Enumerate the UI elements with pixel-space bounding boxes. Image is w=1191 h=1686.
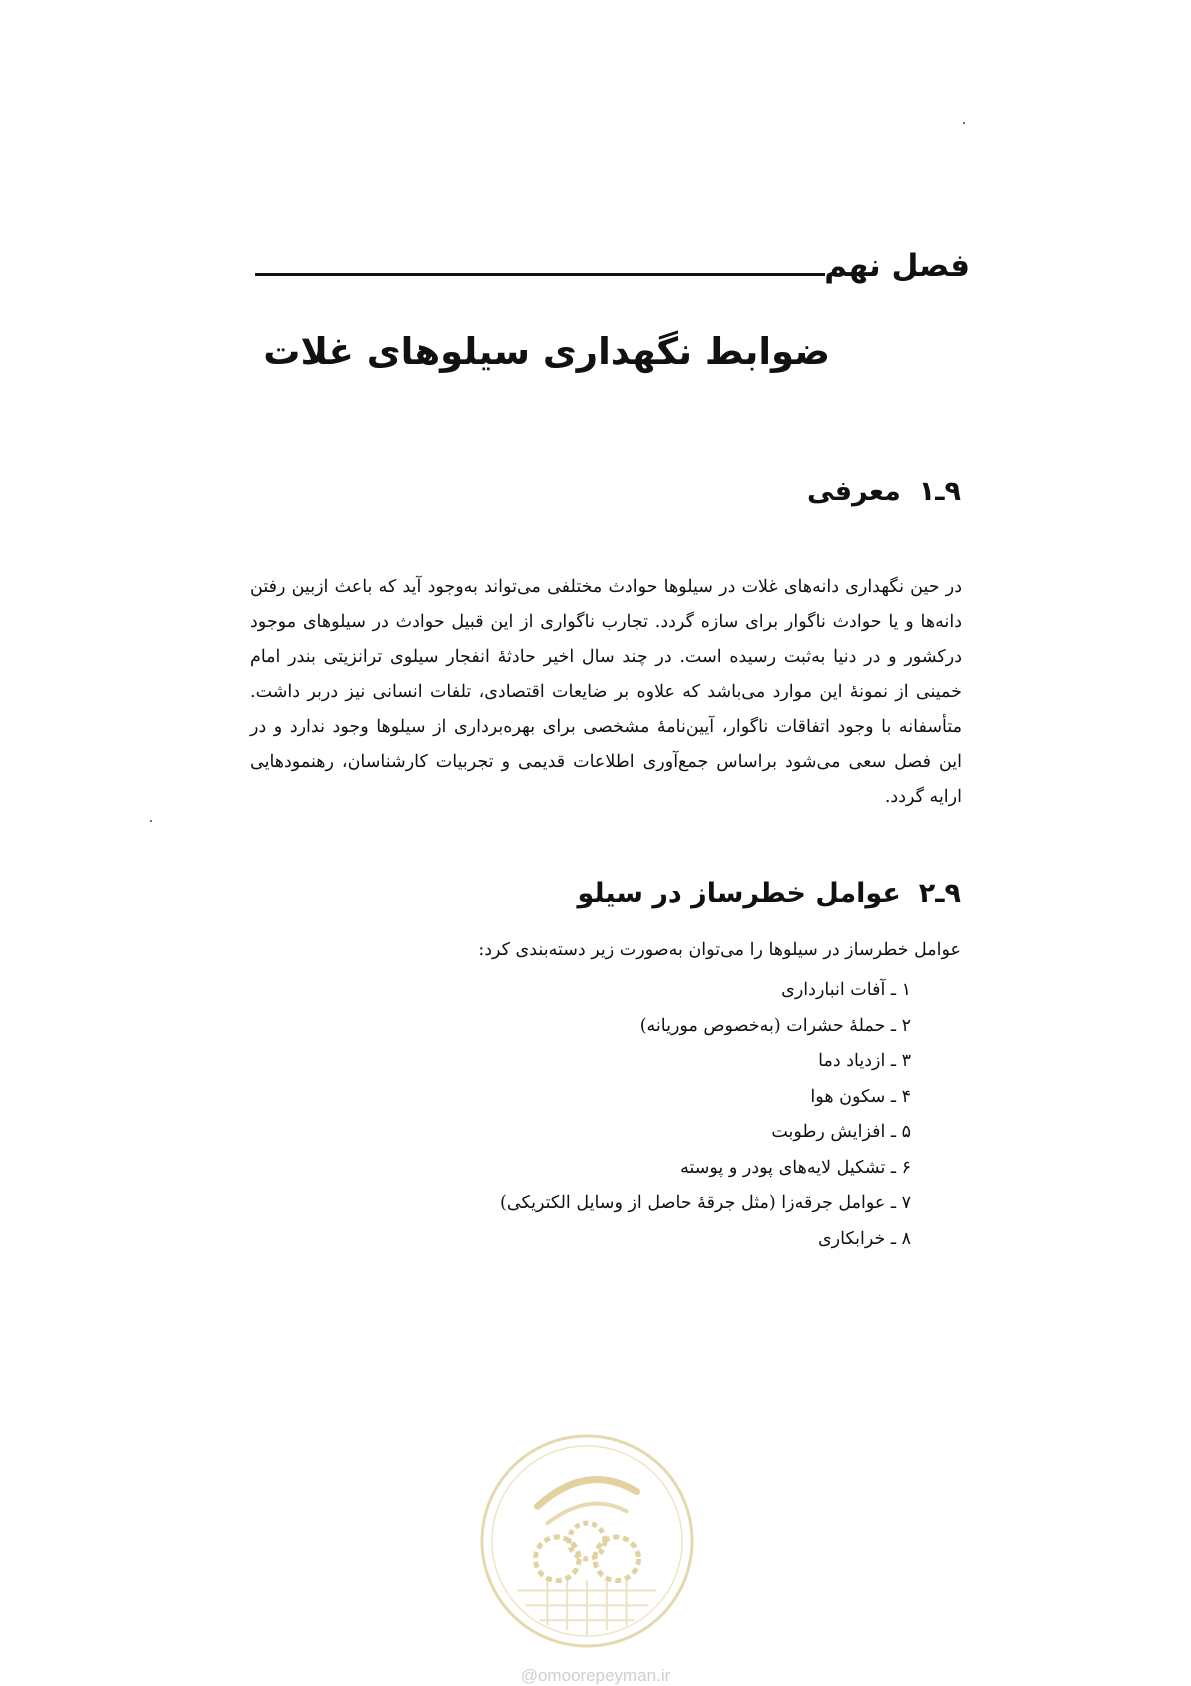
chapter-header: [255, 248, 970, 292]
list-item: ۸ ـ خرابکاری: [817, 1228, 911, 1249]
list-item: ۴ ـ سکون هوا: [810, 1086, 911, 1107]
hazard-list: [500, 973, 911, 1257]
chapter-title: ضوابط نگهداری سیلوهای غلات: [263, 330, 830, 373]
list-item: ۳ ـ ازدیاد دما: [818, 1051, 911, 1071]
list-item: ۱ ـ آفات انبارداری: [781, 980, 911, 1000]
seal-logo-icon: [478, 1432, 696, 1650]
watermark: @omoorepeyman.ir: [520, 1666, 671, 1685]
section-heading-intro: [807, 476, 961, 507]
section-title: عوامل خطرساز در سیلو: [577, 878, 901, 909]
hazards-lead: عوامل خطرساز در سیلوها را می‌توان به‌صورت زیر دسته‌بندی کرد:: [478, 940, 961, 960]
chapter-rule: [255, 273, 825, 276]
chapter-label: فصل نهم: [824, 248, 970, 284]
intro-paragraph: در حین نگهداری دانه‌های غلات در سیلوها حوادث مختلفی می‌تواند به‌وجود آید که باعث ازبین رفتن دانه‌ها و یا حوادث ناگوار برای سازه گردد. تجارب ناگواری از این قبیل حوادث در سیلوهای موجود درکشور و در دنیا به‌ثبت رسیده است. در چند سال اخیر حادثهٔ انفجار سیلوی ترانزیتی بندر امام خمینی از نمونهٔ این موارد می‌باشد که علاوه بر ضایعات اقتصادی، تلفات انسانی نیز دربر داشت. متأسفانه با وجود اتفاقات ناگوار، آیین‌نامهٔ مشخصی برای بهره‌برداری از سیلوها وجود ندارد و در این فصل سعی می‌شود براساس جمع‌آوری اطلاعات قدیمی و تجربیات کارشناسان، رهنمودهایی ارایه گردد.: [250, 577, 962, 807]
section-number: ۹ـ۲: [918, 878, 961, 909]
list-item: ۵ ـ افزایش رطوبت: [771, 1122, 911, 1142]
scan-speck: [963, 122, 965, 124]
section-heading-hazards: [577, 878, 961, 909]
list-item: ۶ ـ تشکیل لایه‌های پودر و پوسته: [680, 1157, 911, 1178]
list-item: ۲ ـ حملهٔ حشرات (به‌خصوص موریانه): [639, 1015, 911, 1036]
section-title: معرفی: [807, 476, 901, 507]
scan-speck: [150, 820, 152, 822]
list-item: ۷ ـ عوامل جرقه‌زا (مثل جرقهٔ حاصل از وسایل الکتریکی): [500, 1193, 911, 1213]
section-number: ۹ـ۱: [918, 476, 961, 507]
